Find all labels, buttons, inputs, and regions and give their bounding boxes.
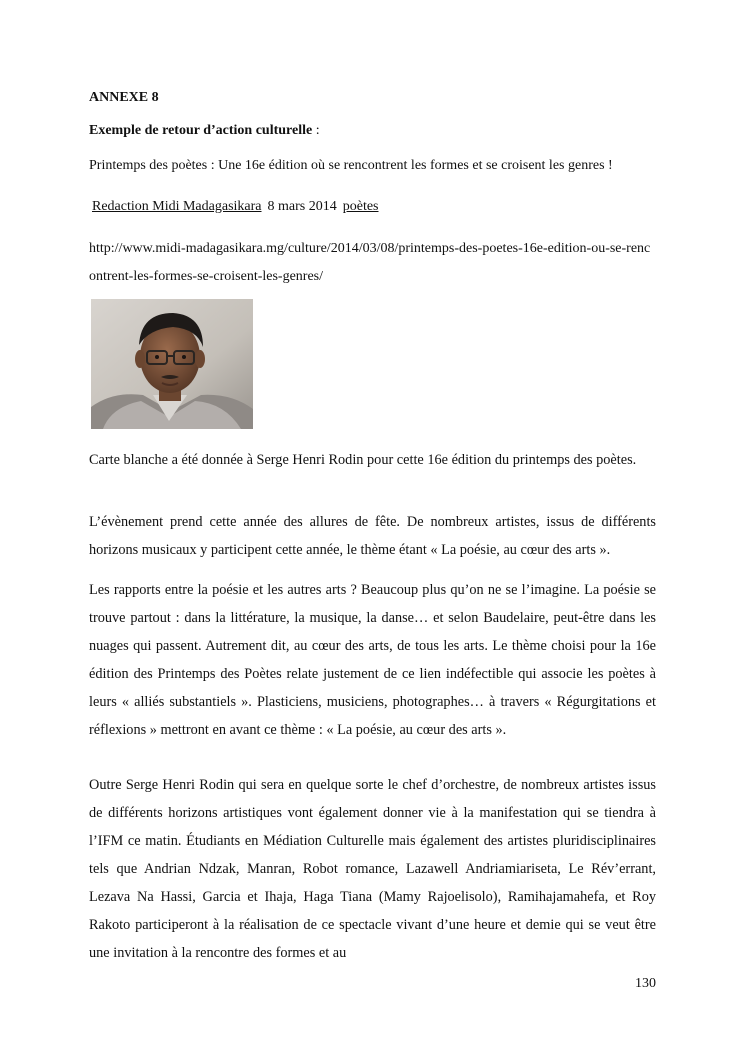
annex-subtitle-bold: Exemple de retour d’action culturelle <box>89 123 313 138</box>
author-link[interactable]: Redaction Midi Madagasikara <box>92 199 262 214</box>
paragraph-4: Outre Serge Henri Rodin qui sera en quelque sorte le chef d’orchestre, de nombreux artistes issus de différents horizons artistiques vont également donner vie à la manifestation qui se tiendra à l’IFM ce matin. Étudiants en Médiation Culturelle mais également des artistes pluridisciplinaires tels que Andrian Ndzak, Manran, Robot romance, Lazawell Andriamiariseta, Le Rév’errant, Lezava Na Hassi, Garcia et Ihaja, Haga Tiana (Mamy Rajoelisolo), Ramihajamahefa, et Roy Rakoto participeront à la réalisation de ce spectacle vivant d’une heure et demie qui se veut être une invitation à la rencontre des formes et au <box>89 777 656 961</box>
paragraph-1: Carte blanche a été donnée à Serge Henri Rodin pour cette 16e édition du printemps des poètes. <box>89 452 637 468</box>
portrait-photo <box>91 299 253 429</box>
paragraph-2: L’évènement prend cette année des allures de fête. De nombreux artistes, issus de différents horizons musicaux y participent cette année, le thème étant « La poésie, au cœur des arts ». <box>89 514 656 558</box>
annex-subtitle-rest: : <box>312 123 320 138</box>
article-date: 8 mars 2014 <box>267 199 337 214</box>
annex-title: ANNEXE 8 <box>89 90 159 105</box>
annex-subtitle <box>89 122 656 140</box>
page-number: 130 <box>635 976 656 991</box>
article-headline: Printemps des poètes : Une 16e édition où se rencontrent les formes et se croisent les genres ! <box>89 158 613 173</box>
tag-link[interactable]: poètes <box>342 199 379 214</box>
article-byline <box>92 198 659 216</box>
article-url: http://www.midi-madagasikara.mg/culture/2014/03/08/printemps-des-poetes-16e-edition-ou-se-rencontrent-les-formes-se-croisent-les-genres/ <box>89 241 651 284</box>
paragraph-3: Les rapports entre la poésie et les autres arts ? Beaucoup plus qu’on ne se l’imagine. La poésie se trouve partout : dans la littérature, la musique, la danse… et selon Baudelaire, peut-être dans les nuages qui passent. Autrement dit, au cœur des arts, de tous les arts. Le thème choisi pour la 16e édition des Printemps des Poètes relate justement de ce lien indéfectible qui associe les poètes à leurs « alliés substantiels ». Plasticiens, musiciens, photographes… à travers « Régurgitations et réflexions » mettront en avant ce thème : « La poésie, au cœur des arts ». <box>89 582 656 738</box>
